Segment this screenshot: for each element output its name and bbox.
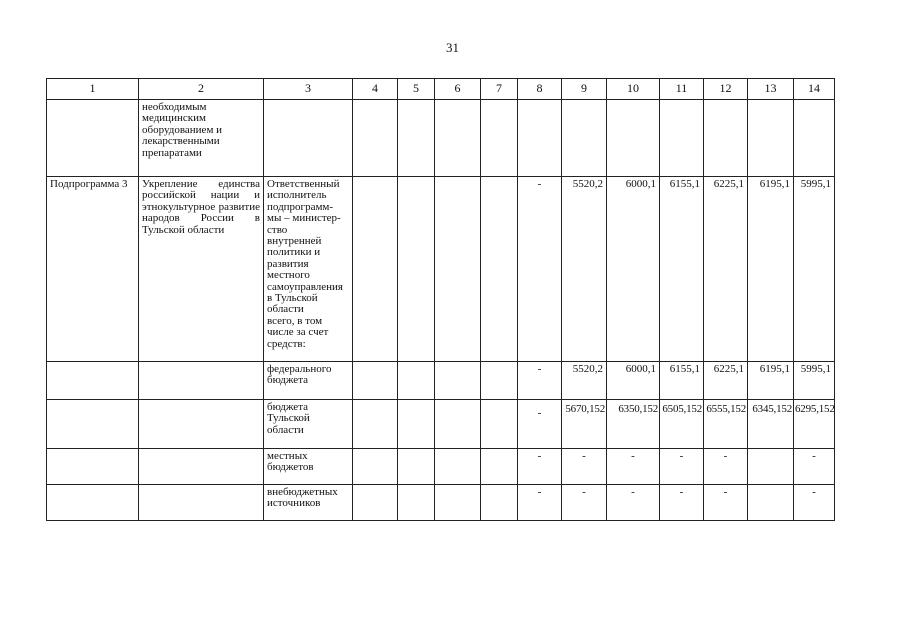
program-cell <box>47 449 139 485</box>
program-cell <box>47 100 139 177</box>
executor-cell <box>264 449 353 485</box>
table-row <box>47 177 835 362</box>
program-cell: Подпрограмма 3 <box>47 177 139 362</box>
empty-cell <box>353 100 398 177</box>
value-cell: - <box>607 485 660 521</box>
empty-cell <box>481 177 518 362</box>
col-header: 5 <box>398 79 435 100</box>
value-cell <box>562 100 607 177</box>
value-cell: 6345,152 <box>748 400 794 449</box>
value-cell: 5995,1 <box>794 362 835 400</box>
col-header: 14 <box>794 79 835 100</box>
table-row <box>47 449 835 485</box>
empty-cell <box>398 100 435 177</box>
value-cell: - <box>704 485 748 521</box>
col-header: 1 <box>47 79 139 100</box>
executor-cell <box>264 485 353 521</box>
name-cell <box>139 362 264 400</box>
program-cell <box>47 485 139 521</box>
empty-cell <box>435 400 481 449</box>
value-cell: - <box>794 449 835 485</box>
table-row <box>47 362 835 400</box>
col-header: 11 <box>660 79 704 100</box>
table-row <box>47 485 835 521</box>
value-cell: 6000,1 <box>607 177 660 362</box>
value-cell: 5520,2 <box>562 362 607 400</box>
empty-cell <box>435 100 481 177</box>
empty-cell <box>398 400 435 449</box>
empty-cell <box>481 400 518 449</box>
col-header: 9 <box>562 79 607 100</box>
empty-cell <box>353 449 398 485</box>
empty-cell <box>435 177 481 362</box>
source-text: местных бюджетов <box>267 450 314 474</box>
source-text: внебюджетных источников <box>267 486 338 510</box>
value-cell: 5995,1 <box>794 177 835 362</box>
col-header: 6 <box>435 79 481 100</box>
empty-cell <box>398 485 435 521</box>
executor-text: Ответственный исполнитель подпрограмм- мы – министер- ство внутренней политики и развития местного самоуправления в Тульской области всего, в том числе за счет средств: <box>267 178 343 350</box>
name-cell <box>139 485 264 521</box>
value-cell: 6505,152 <box>660 400 704 449</box>
empty-cell <box>353 400 398 449</box>
name-cell <box>139 449 264 485</box>
value-cell: - <box>562 449 607 485</box>
value-cell <box>794 100 835 177</box>
col-header: 2 <box>139 79 264 100</box>
empty-cell <box>398 177 435 362</box>
value-cell: - <box>518 449 562 485</box>
empty-cell <box>398 362 435 400</box>
name-text: необходимым медицинским оборудованием и лекарственными препаратами <box>142 101 223 159</box>
value-cell: - <box>704 449 748 485</box>
page-number: 31 <box>446 40 459 55</box>
col-header: 13 <box>748 79 794 100</box>
col-header: 8 <box>518 79 562 100</box>
table-row <box>47 100 835 177</box>
empty-cell <box>435 449 481 485</box>
executor-cell <box>264 400 353 449</box>
empty-cell <box>353 177 398 362</box>
value-cell: 6225,1 <box>704 177 748 362</box>
value-cell: - <box>607 449 660 485</box>
executor-cell <box>264 100 353 177</box>
source-text: бюджета Тульской области <box>267 401 310 436</box>
value-cell <box>748 449 794 485</box>
col-header: 10 <box>607 79 660 100</box>
value-cell: - <box>562 485 607 521</box>
value-cell <box>607 100 660 177</box>
empty-cell <box>435 485 481 521</box>
col-header: 3 <box>264 79 353 100</box>
empty-cell <box>481 485 518 521</box>
value-cell <box>748 485 794 521</box>
value-cell: 6555,152 <box>704 400 748 449</box>
value-cell: - <box>660 485 704 521</box>
value-cell: 6350,152 <box>607 400 660 449</box>
empty-cell <box>481 100 518 177</box>
col-header: 4 <box>353 79 398 100</box>
value-cell: 6195,1 <box>748 177 794 362</box>
value-cell: - <box>518 177 562 362</box>
empty-cell <box>353 362 398 400</box>
header-row <box>47 79 835 100</box>
value-cell: 6225,1 <box>704 362 748 400</box>
name-cell <box>139 400 264 449</box>
value-cell: 5520,2 <box>562 177 607 362</box>
empty-cell <box>481 449 518 485</box>
empty-cell <box>353 485 398 521</box>
value-cell <box>704 100 748 177</box>
value-cell: - <box>660 449 704 485</box>
program-cell <box>47 362 139 400</box>
col-header: 12 <box>704 79 748 100</box>
table-row <box>47 400 835 449</box>
value-cell: 6195,1 <box>748 362 794 400</box>
value-cell: - <box>518 400 562 449</box>
value-cell: 5670,152 <box>562 400 607 449</box>
empty-cell <box>398 449 435 485</box>
value-cell: - <box>518 485 562 521</box>
value-cell: 6295,152 <box>794 400 835 449</box>
executor-cell <box>264 362 353 400</box>
value-cell: 6155,1 <box>660 362 704 400</box>
executor-cell <box>264 177 353 362</box>
value-cell <box>748 100 794 177</box>
value-cell: - <box>794 485 835 521</box>
value-cell: - <box>518 362 562 400</box>
budget-table <box>46 78 835 521</box>
value-cell: 6155,1 <box>660 177 704 362</box>
col-header: 7 <box>481 79 518 100</box>
empty-cell <box>481 362 518 400</box>
name-cell: Укрепление единства российской нации и этнокультурное развитие народов России в Тульской области <box>139 177 264 362</box>
source-text: федерального бюджета <box>267 363 332 387</box>
program-cell <box>47 400 139 449</box>
value-cell <box>518 100 562 177</box>
value-cell <box>660 100 704 177</box>
name-cell <box>139 100 264 177</box>
empty-cell <box>435 362 481 400</box>
value-cell: 6000,1 <box>607 362 660 400</box>
